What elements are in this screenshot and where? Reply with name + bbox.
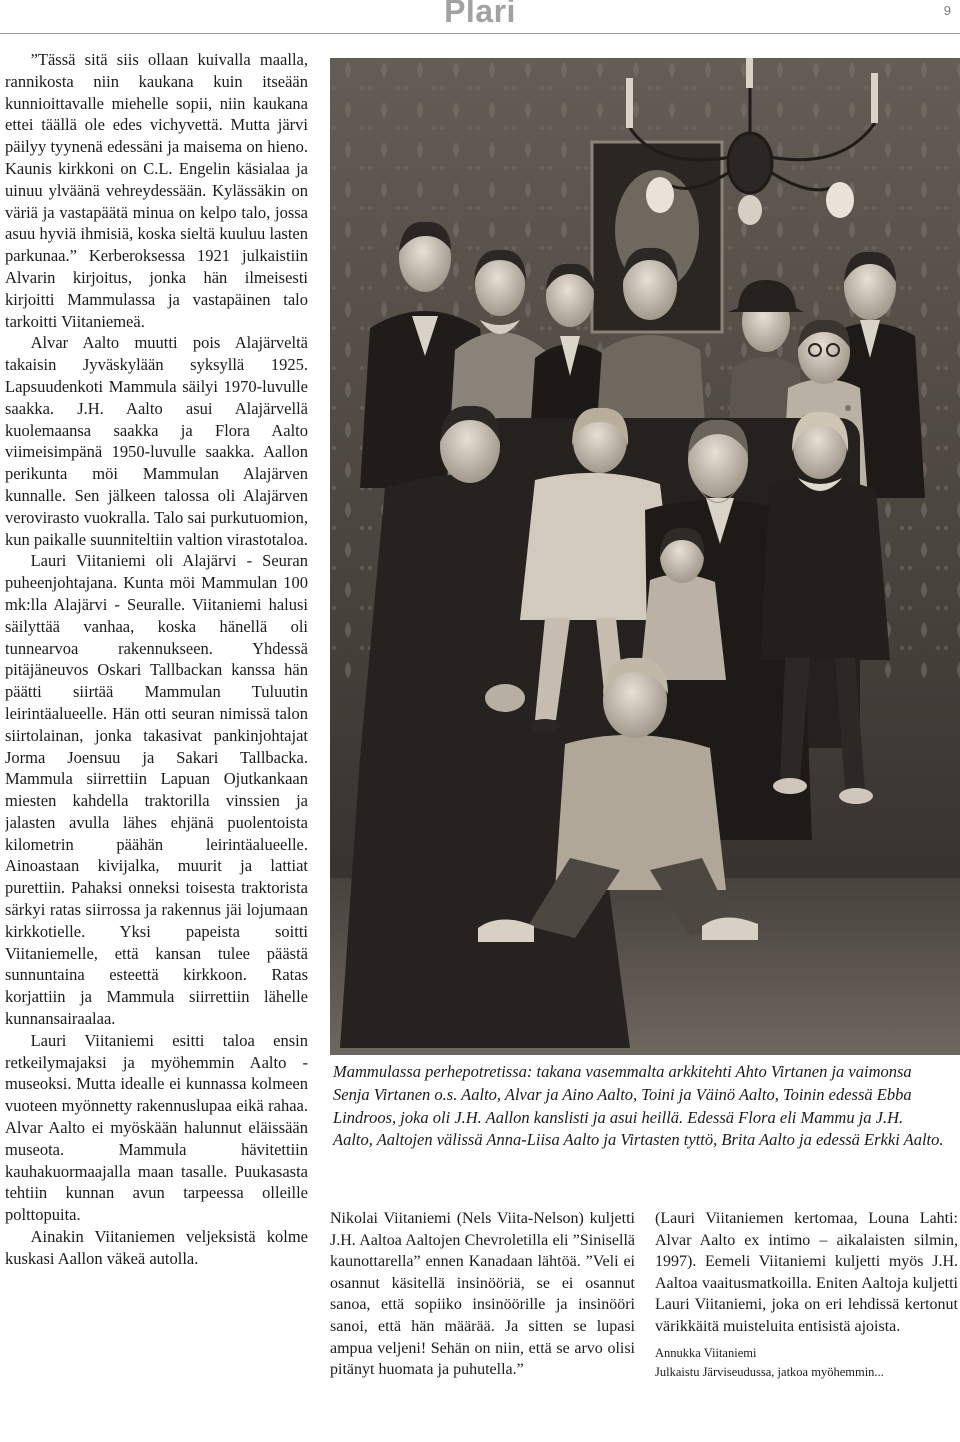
publication-credit: Julkaistu Järviseudussa, jatkoa myöhemmin...: [655, 1364, 884, 1379]
article-paragraph: Ainakin Viitaniemen veljeksistä kolme kuskasi Aallon väkeä autolla.: [5, 1227, 308, 1268]
family-portrait-image: [330, 58, 960, 1055]
article-paragraph: Alvar Aalto muutti pois Alajärveltä takaisin Jyväskylään syksyllä 1925. Lapsuudenkoti Mammula säilyi 1970-luvulle saakka. J.H. Aalto asui Alajärvellä kuolemaansa saakka ja Flora Aalto viimeisimpänä 1950-luvulle saakka. Aallon perikunta möi Mammulan Alajärven kunnalle. Sen jälkeen talossa oli Alajärven verovirasto vuokralla. Talo sai purkutuomion, kun paikalle suunniteltiin valtion virastotaloa.: [5, 333, 308, 549]
article-paragraph: (Lauri Viitaniemen kertomaa, Louna Lahti: Alvar Aalto ex intimo – aikalaisten silmin, 1997). Eemeli Viitaniemi kuljetti myös J.H. Aaltoa vaaitusmatkoilla. Eniten Aaltoja kuljetti Lauri Viitaniemi, joka on eri lehdissä kertonut värikkäitä muisteluita entisistä ajoista.: [655, 1210, 958, 1335]
article-paragraph: Lauri Viitaniemi oli Alajärvi - Seuran puheenjohtajana. Kunta möi Mammulan 100 mk:lla Alajärvi - Seuralle. Viitaniemi halusi säilyttää vanhaa, koska hänellä oli tunnearvoa rakennukseen. Yhdessä pitäjäneuvos Oskari Tallbackan kanssa hän päätti siirtää Mammulan Tuluutin leirintäalueelle. Hän otti seuran nimissä talon siirtolainan, jonka takasivat pankinjohtajat Jorma Joensuu ja Sakari Tallbacka. Mammula siirrettiin Lapuan Ojutkankaan miesten kahdella traktorilla vinssien ja jalasten avulla lähes ehjänä puolentoista kilometrin päähän leirintäalueelle. Ainoastaan kivijalka, muurit ja lattiat purettiin. Pahaksi onneksi toisesta traktorista särkyi ratas siirrossa ja rakennus jäi lojumaan kirkkotielle. Yksi papeista soitti Viitaniemelle, että kansan tulee päästä sunnuntaina esteettä kirkkoon. Ratas korjattiin ja Mammula siirrettiin lähelle kunnansairaalaa.: [5, 551, 308, 1029]
article-right-column: [655, 1208, 958, 1438]
article-author: Annukka Viitaniemi: [655, 1345, 757, 1360]
article-paragraph: ”Tässä sitä siis ollaan kuivalla maalla, rannikosta niin kaukana kuin itseään kunnioittavalle miehelle sopii, niin kaukana ettei täällä ole edes vichyvettä. Mutta järvi päilyy tyynenä edessäni ja maisema on hieno. Kaunis kirkkoni on C.L. Engelin käsialaa ja uinuu ylväänä vehreydessään. Kylässäkin on väriä ja vastapäätä minua on kelpo talo, jossa asuu hyviä ihmisiä, koska sieltä kuuluu lasten parkunaa.” Kerberoksessa 1921 julkaistiin Alvarin kirjoitus, jonka hän ilmeisesti kirjoitti Mammulassa ja vastapäinen talo tarkoitti Viitaniemeä.: [5, 50, 308, 331]
page-number: 9: [943, 3, 951, 18]
publication-title: Plari: [444, 0, 516, 29]
article-middle-column: [330, 1208, 635, 1436]
photo-caption: Mammulassa perhepotretissa: takana vasemmalta arkkitehti Ahto Virtanen ja vaimonsa Senja Virtanen o.s. Aalto, Alvar ja Aino Aalto, Toini ja Väinö Aalto, Toinin edessä Ebba Lindroos, joka oli J.H. Aallon kanslisti ja asui heillä. Edessä Flora eli Mammu ja J.H. Aalto, Aaltojen välissä Anna-Liisa Aalto ja Virtasten tyttö, Brita Aalto ja edessä Erkki Aalto.: [333, 1062, 944, 1150]
article-paragraph: Lauri Viitaniemi esitti taloa ensin retkeilymajaksi ja myöhemmin Aalto -museoksi. Mutta idealle ei kunnassa kolmeen vuoteen myönnetty rakennuslupaa eikä rahaa. Alvar Aalto ei myöskään halunnut eläissään museota. Mammula hävitettiin kauhakuormaajalla maan tasalle. Puukasasta tehtiin kunnan avun tarpeessa olleille polttopuita.: [5, 1030, 308, 1225]
article-left-column: [5, 49, 308, 1437]
article-paragraph: Nikolai Viitaniemi (Nels Viita-Nelson) kuljetti J.H. Aaltoa Aaltojen Chevroletilla eli ”Sinisellä kaunottarella” ennen Kanadaan lähtöä. ”Veli ei osannut käsitellä insinööriä, se ei osannut sanoa, että sopiiko insinöörille ja insinööri sanoi, että hän määrää. Ja sitten se lupasi ampua veljeni! Sehän on niin, että se arvo olisi pitänyt huomata ja puhutella.”: [330, 1210, 635, 1379]
header-divider: [0, 33, 960, 34]
family-portrait-photo: [330, 58, 960, 1055]
